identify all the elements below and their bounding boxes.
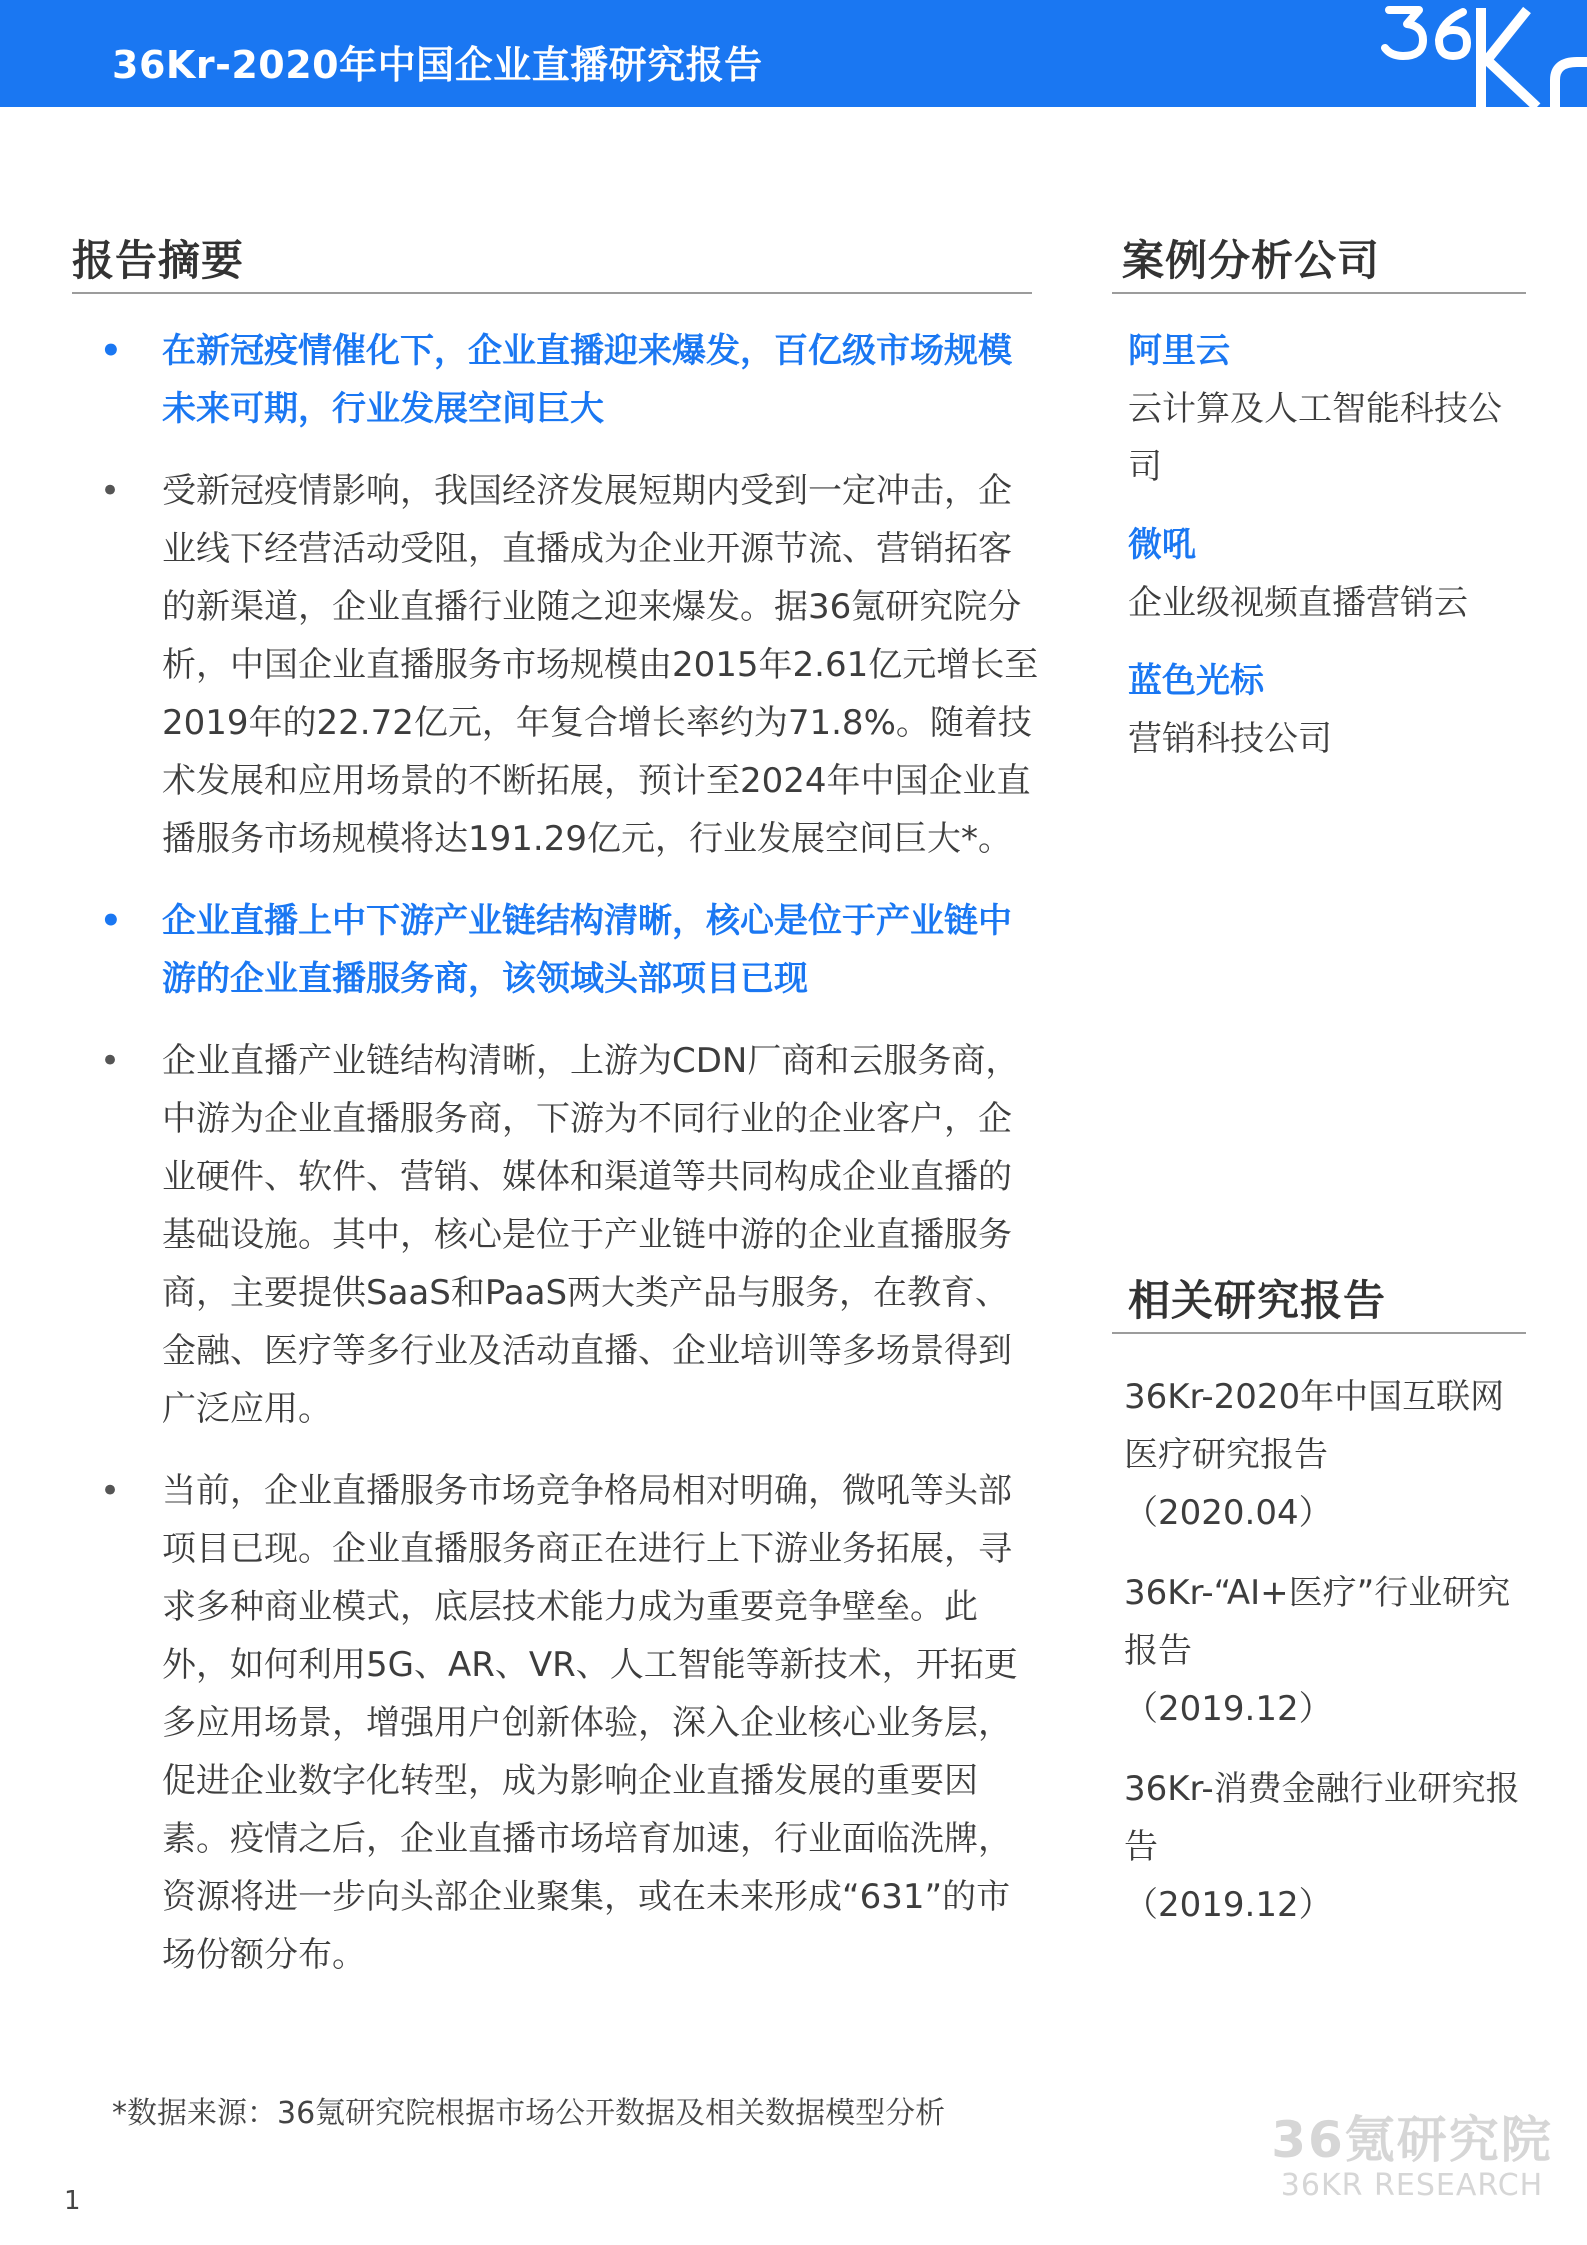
report-item[interactable] [1124,1564,1524,1738]
page-number: 1 [64,2186,81,2216]
case-company-name: 微吼 [1128,525,1196,565]
case-item [1128,516,1528,632]
bullet-icon: • [100,331,122,371]
watermark-cn: 36氪研究院 [1271,2111,1553,2169]
data-source-footnote: *数据来源：36氪研究院根据市场公开数据及相关数据模型分析 [112,2096,946,2131]
report-date: （2020.04） [1124,1493,1333,1533]
bullet-icon: • [100,901,122,941]
bullet-icon: • [100,1471,121,1511]
report-item[interactable] [1124,1368,1524,1542]
report-item[interactable] [1124,1760,1524,1934]
summary-list [92,322,1042,2008]
summary-key-point: 企业直播上中下游产业链结构清晰，核心是位于产业链中游的企业直播服务商，该领域头部项目已现 [162,901,1012,999]
summary-bullet [92,1032,1042,1438]
report-title: 36Kr-2020年中国互联网医疗研究报告 [1124,1377,1505,1475]
reports-heading: 相关研究报告 [1128,1276,1387,1325]
case-list [1128,322,1528,788]
case-company-desc: 营销科技公司 [1128,719,1332,759]
bullet-icon: • [100,471,121,511]
bullet-icon: • [100,1041,121,1081]
related-reports-list [1124,1368,1524,1956]
case-company-name: 阿里云 [1128,331,1230,371]
report-title: 36Kr-消费金融行业研究报告 [1124,1769,1520,1867]
cases-heading: 案例分析公司 [1122,236,1381,285]
summary-bullet [92,462,1042,868]
report-date: （2019.12） [1124,1689,1333,1729]
header-bar [0,0,1587,107]
summary-body-text: 当前，企业直播服务市场竞争格局相对明确，微吼等头部项目已现。企业直播服务商正在进行上下游业务拓展，寻求多种商业模式，底层技术能力成为重要竞争壁垒。此外，如何利用5G、AR、VR、人工智能等新技术，开拓更多应用场景，增强用户创新体验，深入企业核心业务层，促进企业数字化转型，成为影响企业直播发展的重要因素。疫情之后，企业直播市场培育加速，行业面临洗牌，资源将进一步向头部企业聚集，或在未来形成“631”的市场份额分布。 [162,1471,1018,1975]
cases-divider [1112,292,1526,294]
case-item [1128,652,1528,768]
case-company-desc: 企业级视频直播营销云 [1128,583,1468,623]
report-title: 36Kr-“AI+医疗”行业研究报告 [1124,1573,1511,1671]
watermark-logo [1262,2112,1562,2204]
summary-key-point: 在新冠疫情催化下，企业直播迎来爆发，百亿级市场规模未来可期，行业发展空间巨大 [162,331,1012,429]
report-date: （2019.12） [1124,1885,1333,1925]
case-company-desc: 云计算及人工智能科技公司 [1128,389,1502,487]
summary-heading: 报告摘要 [72,236,245,285]
reports-divider [1112,1332,1526,1334]
summary-divider [72,292,1032,294]
36kr-logo-icon [1367,0,1587,107]
report-title: 36Kr-2020年中国企业直播研究报告 [112,43,763,87]
summary-body-text: 企业直播产业链结构清晰，上游为CDN厂商和云服务商，中游为企业直播服务商，下游为不同行业的企业客户，企业硬件、软件、营销、媒体和渠道等共同构成企业直播的基础设施。其中，核心是位于产业链中游的企业直播服务商，主要提供SaaS和PaaS两大类产品与服务，在教育、金融、医疗等多行业及活动直播、企业培训等多场景得到广泛应用。 [162,1041,1020,1429]
summary-body-text: 受新冠疫情影响，我国经济发展短期内受到一定冲击，企业线下经营活动受阻，直播成为企业开源节流、营销拓客的新渠道，企业直播行业随之迎来爆发。据36氪研究院分析，中国企业直播服务市场规模由2015年2.61亿元增长至2019年的22.72亿元，年复合增长率约为71.8%。随着技术发展和应用场景的不断拓展，预计至2024年中国企业直播服务市场规模将达191.29亿元，行业发展空间巨大*。 [162,471,1039,859]
watermark-en: 36KR RESEARCH [1280,2168,1544,2203]
summary-bullet [92,322,1042,438]
summary-bullet [92,892,1042,1008]
case-item [1128,322,1528,496]
case-company-name: 蓝色光标 [1128,661,1264,701]
summary-bullet [92,1462,1042,1984]
